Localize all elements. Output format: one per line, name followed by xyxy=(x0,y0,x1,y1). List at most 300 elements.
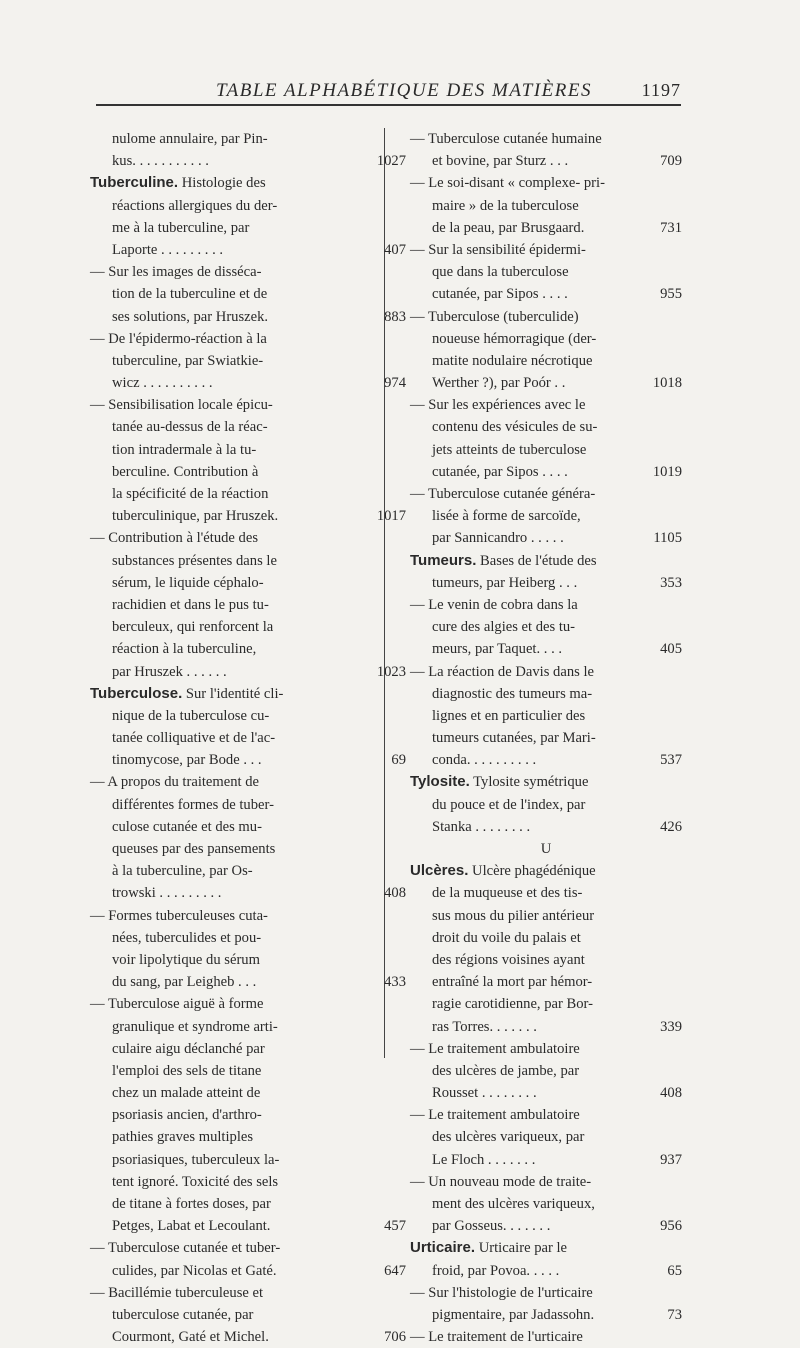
index-line-text xyxy=(90,195,277,217)
index-text: — Tuberculose (tuberculide) xyxy=(410,308,579,325)
index-line-text xyxy=(410,328,596,350)
index-line-text xyxy=(410,1104,580,1126)
index-heading-word: Tylosite. xyxy=(410,773,470,791)
index-line-text xyxy=(90,1082,260,1104)
index-text: à la tuberculine, par Os- xyxy=(112,863,253,880)
index-entry-heading xyxy=(410,860,682,882)
index-line xyxy=(410,372,682,394)
index-line-text xyxy=(410,505,581,527)
index-line-text xyxy=(90,638,256,660)
index-line-text xyxy=(90,217,249,239)
index-line xyxy=(410,416,682,438)
index-text: tent ignoré. Toxicité des sels xyxy=(112,1173,279,1190)
index-line-text xyxy=(90,616,273,638)
index-line-text xyxy=(410,372,565,394)
index-line xyxy=(410,195,682,217)
index-line-text xyxy=(90,283,267,305)
page-reference: 955 xyxy=(660,286,682,303)
index-line xyxy=(90,550,348,572)
index-entry-heading xyxy=(410,1237,682,1259)
index-line xyxy=(90,816,348,838)
index-line xyxy=(90,616,348,638)
index-line-text xyxy=(90,949,260,971)
page-reference: 1019 xyxy=(652,463,682,480)
index-line-text xyxy=(90,971,256,993)
index-line xyxy=(410,328,682,350)
index-text: Werther ?), par Poór . . xyxy=(432,375,566,392)
index-line-text xyxy=(410,1326,583,1348)
index-line xyxy=(410,306,682,328)
index-line xyxy=(410,661,682,683)
index-line xyxy=(90,416,348,438)
index-line xyxy=(90,350,348,372)
index-line xyxy=(90,1060,348,1082)
index-text: sus mous du pilier antérieur xyxy=(432,907,595,924)
page-reference: 956 xyxy=(660,1218,682,1235)
index-line xyxy=(90,860,348,882)
index-text: sérum, le liquide céphalo- xyxy=(112,574,264,591)
index-line-text xyxy=(410,1126,584,1148)
index-line-text xyxy=(410,860,596,882)
index-line xyxy=(410,993,682,1015)
index-line xyxy=(90,1171,348,1193)
index-line-text xyxy=(90,328,267,350)
index-line-text xyxy=(410,1060,579,1082)
index-text: Courmont, Gaté et Michel. xyxy=(112,1329,269,1346)
index-text: du pouce et de l'index, par xyxy=(432,796,586,813)
index-line xyxy=(410,1215,682,1237)
index-text: Histologie des xyxy=(178,175,266,192)
index-text: nées, tuberculides et pou- xyxy=(112,929,262,946)
index-line xyxy=(90,1237,348,1259)
index-text: ras Torres. . . . . . . xyxy=(432,1018,537,1035)
page-reference: 339 xyxy=(660,1018,682,1035)
index-text: tuberculine, par Swiatkie- xyxy=(112,352,264,369)
index-text: — Le soi-disant « complexe- pri- xyxy=(410,175,605,192)
index-heading-word: Tuberculose. xyxy=(90,684,183,702)
index-line-text xyxy=(90,705,269,727)
index-line xyxy=(90,150,406,172)
page-reference: 457 xyxy=(384,1218,406,1235)
index-text: tumeurs, par Heiberg . . . xyxy=(432,574,578,591)
index-line-text xyxy=(90,483,268,505)
page-reference: 407 xyxy=(384,241,406,258)
index-line-text xyxy=(90,1171,278,1193)
index-line-text xyxy=(410,816,530,838)
index-text: maire » de la tuberculose xyxy=(432,197,579,214)
page-reference: 706 xyxy=(384,1329,406,1346)
index-text: — Tuberculose cutanée humaine xyxy=(410,131,602,147)
index-line xyxy=(90,217,348,239)
index-line-text xyxy=(410,1215,550,1237)
index-text: culose cutanée et des mu- xyxy=(112,818,262,835)
index-text: Sur l'identité cli- xyxy=(182,685,284,702)
index-text: psoriasis ancien, d'arthro- xyxy=(112,1107,262,1124)
index-text: contenu des vésicules de su- xyxy=(432,419,598,436)
index-line xyxy=(90,195,348,217)
index-heading-word: Tumeurs. xyxy=(410,551,477,569)
index-line xyxy=(90,705,348,727)
index-line-text xyxy=(410,705,585,727)
index-line xyxy=(90,328,348,350)
index-heading-word: Tuberculine. xyxy=(90,174,179,192)
index-line xyxy=(410,1082,682,1104)
index-line xyxy=(90,505,406,527)
index-line xyxy=(90,971,406,993)
index-line xyxy=(410,572,682,594)
index-line-text xyxy=(90,1326,269,1348)
index-line-text xyxy=(410,239,586,261)
index-line-text xyxy=(90,1282,263,1304)
index-text: par Hruszek . . . . . . xyxy=(112,663,227,680)
index-line xyxy=(410,239,682,261)
index-line xyxy=(410,261,682,283)
index-line-text xyxy=(90,816,262,838)
index-text: tinomycose, par Bode . . . xyxy=(112,752,262,769)
index-line-text xyxy=(410,1237,567,1259)
index-text: de la muqueuse et des tis- xyxy=(432,885,583,902)
index-line xyxy=(410,1260,682,1282)
index-text: — Sensibilisation locale épicu- xyxy=(90,397,273,414)
index-text: tanée au-dessus de la réac- xyxy=(112,419,268,436)
index-line-text xyxy=(410,749,536,771)
index-line xyxy=(90,1104,348,1126)
index-line xyxy=(410,1038,682,1060)
index-line xyxy=(90,993,348,1015)
page-reference: 408 xyxy=(384,885,406,902)
page-reference: 405 xyxy=(660,641,682,658)
index-text: l'emploi des sels de titane xyxy=(112,1062,262,1079)
index-line xyxy=(410,350,682,372)
index-text: différentes formes de tuber- xyxy=(112,796,274,813)
index-line-text xyxy=(410,683,592,705)
page-reference: 537 xyxy=(660,752,682,769)
index-text: — De l'épidermo-réaction à la xyxy=(90,330,267,347)
index-line xyxy=(410,1171,682,1193)
page-reference: 1023 xyxy=(376,663,406,680)
index-text: jets atteints de tuberculose xyxy=(432,441,587,458)
index-line-text xyxy=(90,882,221,904)
index-text: Tylosite symétrique xyxy=(469,774,589,791)
index-line-text xyxy=(90,749,262,771)
index-line xyxy=(410,816,682,838)
index-text: — Contribution à l'étude des xyxy=(90,530,258,547)
index-line-text xyxy=(410,927,581,949)
index-line xyxy=(90,1038,348,1060)
index-line xyxy=(90,1126,348,1148)
index-line xyxy=(90,128,348,150)
index-text: culides, par Nicolas et Gaté. xyxy=(112,1262,277,1279)
index-text: Rousset . . . . . . . . xyxy=(432,1085,537,1102)
index-line-text xyxy=(90,128,268,150)
page-reference: 1017 xyxy=(376,508,406,525)
index-line-text xyxy=(90,993,263,1015)
index-text: par Gosseus. . . . . . . xyxy=(432,1218,551,1235)
index-line-text xyxy=(90,838,275,860)
index-line-text xyxy=(410,461,568,483)
index-text: — Bacillémie tuberculeuse et xyxy=(90,1284,264,1301)
index-line-text xyxy=(90,350,263,372)
index-line xyxy=(410,749,682,771)
index-line xyxy=(90,1016,348,1038)
index-line xyxy=(410,594,682,616)
index-line xyxy=(410,616,682,638)
index-text: Le Floch . . . . . . . xyxy=(432,1151,536,1168)
index-text: la spécificité de la réaction xyxy=(112,486,269,502)
index-line-text xyxy=(90,1016,278,1038)
index-text: — Sur l'histologie de l'urticaire xyxy=(410,1284,593,1301)
index-line-text xyxy=(410,217,584,239)
page-reference: 426 xyxy=(660,818,682,835)
index-text: tion de la tuberculine et de xyxy=(112,286,268,303)
index-line xyxy=(410,128,682,150)
index-text: lignes et en particulier des xyxy=(432,707,586,724)
index-line-text xyxy=(90,860,253,882)
index-line xyxy=(90,1193,348,1215)
index-entry-heading xyxy=(410,771,682,793)
index-line xyxy=(90,1215,406,1237)
index-text: — Tuberculose cutanée et tuber- xyxy=(90,1240,281,1257)
index-line-text xyxy=(90,794,274,816)
page-reference: 731 xyxy=(660,219,682,236)
index-text: substances présentes dans le xyxy=(112,552,277,569)
page-reference: 1105 xyxy=(653,530,682,547)
index-text: Ulcère phagédénique xyxy=(468,863,596,880)
index-line-text xyxy=(410,905,594,927)
index-line-text xyxy=(410,794,585,816)
page-reference: 73 xyxy=(667,1306,682,1323)
index-line xyxy=(90,439,348,461)
index-line xyxy=(410,1016,682,1038)
index-text: de la peau, par Brusgaard. xyxy=(432,219,585,236)
index-line-text xyxy=(90,1104,262,1126)
index-line-text xyxy=(410,172,605,194)
index-line-text xyxy=(90,1260,277,1282)
index-line xyxy=(410,1060,682,1082)
index-line xyxy=(410,527,682,549)
index-line-text xyxy=(90,372,213,394)
index-line-text xyxy=(90,439,256,461)
index-line xyxy=(90,1304,348,1326)
index-line-text xyxy=(90,905,268,927)
index-line xyxy=(410,927,682,949)
index-text: cutanée, par Sipos . . . . xyxy=(432,286,568,303)
index-line-text xyxy=(90,1126,253,1148)
index-line-text xyxy=(410,527,564,549)
index-line-text xyxy=(90,1060,261,1082)
index-line-text xyxy=(90,572,264,594)
index-text: tanée colliquative et de l'ac- xyxy=(112,730,276,747)
index-line xyxy=(90,283,348,305)
index-line-text xyxy=(90,727,275,749)
index-line-text xyxy=(410,1260,559,1282)
index-text: — Tuberculose cutanée généra- xyxy=(410,486,596,502)
index-text: réaction à la tuberculine, xyxy=(112,641,257,658)
index-text: réactions allergiques du der- xyxy=(112,197,278,214)
index-line xyxy=(90,949,348,971)
index-line xyxy=(90,261,348,283)
index-line-text xyxy=(90,1304,253,1326)
index-entry-heading xyxy=(90,172,348,194)
index-line-text xyxy=(410,594,578,616)
index-line-text xyxy=(410,261,569,283)
index-text: que dans la tuberculose xyxy=(432,264,569,281)
index-line-text xyxy=(410,949,585,971)
index-line xyxy=(410,283,682,305)
index-text: — Le traitement ambulatoire xyxy=(410,1040,580,1057)
page-reference: 937 xyxy=(660,1151,682,1168)
index-text: berculine. Contribution à xyxy=(112,463,259,480)
index-text: pigmentaire, par Jadassohn. xyxy=(432,1306,595,1323)
index-line xyxy=(90,394,348,416)
index-line-text xyxy=(410,1304,594,1326)
page-header xyxy=(96,76,681,106)
index-text: Stanka . . . . . . . . xyxy=(432,818,531,835)
index-line-text xyxy=(90,683,283,705)
index-line xyxy=(90,239,406,261)
index-line-text xyxy=(90,150,209,172)
index-text: me à la tuberculine, par xyxy=(112,219,250,236)
index-text: meurs, par Taquet. . . . xyxy=(432,641,563,658)
index-text: des ulcères variqueux, par xyxy=(432,1129,585,1146)
page-reference: 974 xyxy=(384,375,406,392)
index-line-text xyxy=(90,416,268,438)
index-text: tuberculinique, par Hruszek. xyxy=(112,508,279,525)
index-line-text xyxy=(410,727,596,749)
index-line xyxy=(90,727,348,749)
index-text: tion intradermale à la tu- xyxy=(112,441,257,458)
index-text: — Le traitement de l'urticaire xyxy=(410,1329,583,1346)
index-heading-word: Urticaire. xyxy=(410,1239,476,1257)
section-letter-text: U xyxy=(540,841,552,857)
index-line xyxy=(410,483,682,505)
index-line-text xyxy=(90,771,259,793)
index-line-text xyxy=(90,461,258,483)
index-text: — Un nouveau mode de traite- xyxy=(410,1173,592,1190)
index-line-text xyxy=(410,283,568,305)
index-line xyxy=(410,1304,682,1326)
index-line-text xyxy=(90,1038,265,1060)
index-text: kus. . . . . . . . . . . xyxy=(112,153,209,170)
index-text: — Tuberculose aiguë à forme xyxy=(90,996,264,1013)
index-column-left xyxy=(90,128,406,1348)
index-text: voir lipolytique du sérum xyxy=(112,951,260,968)
index-text: Urticaire par le xyxy=(475,1240,568,1257)
index-line xyxy=(410,150,682,172)
index-text: du sang, par Leigheb . . . xyxy=(112,974,257,991)
index-text: ment des ulcères variqueux, xyxy=(432,1196,595,1212)
index-text: chez un malade atteint de xyxy=(112,1085,261,1102)
index-text: — La réaction de Davis dans le xyxy=(410,663,594,680)
index-line-text xyxy=(410,1016,537,1038)
index-line-text xyxy=(90,661,227,683)
index-line xyxy=(90,749,406,771)
index-line-text xyxy=(90,306,268,328)
index-text: — Sur les images de disséca- xyxy=(90,264,262,281)
index-text: par Sannicandro . . . . . xyxy=(432,530,564,547)
page-number: 1197 xyxy=(641,80,681,100)
index-line xyxy=(410,1282,682,1304)
index-line-text xyxy=(410,150,568,172)
page-reference: 65 xyxy=(667,1262,682,1279)
index-line xyxy=(410,638,682,660)
index-line-text xyxy=(90,261,261,283)
index-text: droit du voile du palais et xyxy=(432,929,581,946)
index-line xyxy=(410,727,682,749)
index-line xyxy=(90,527,348,549)
index-line-text xyxy=(90,505,278,527)
index-line xyxy=(410,971,682,993)
index-line-text xyxy=(410,882,582,904)
index-line-text xyxy=(410,616,575,638)
index-text: diagnostic des tumeurs ma- xyxy=(432,685,593,702)
index-text: de titane à fortes doses, par xyxy=(112,1196,271,1212)
page-reference: 69 xyxy=(391,752,406,769)
index-text: Laporte . . . . . . . . . xyxy=(112,241,224,258)
index-line-text xyxy=(410,350,592,372)
index-text: — Sur la sensibilité épidermi- xyxy=(410,241,586,258)
page-reference: 709 xyxy=(660,153,682,170)
index-text: — A propos du traitement de xyxy=(90,774,260,791)
index-line-text xyxy=(410,1193,595,1215)
index-line-text xyxy=(90,550,277,572)
index-line-text xyxy=(410,439,586,461)
index-line-text xyxy=(90,1193,271,1215)
index-line xyxy=(90,927,348,949)
index-line xyxy=(410,905,682,927)
index-line xyxy=(410,505,682,527)
index-line-text xyxy=(410,771,588,793)
index-text: Bases de l'étude des xyxy=(476,552,597,569)
index-heading-word: Ulcères. xyxy=(410,862,469,880)
index-line xyxy=(410,439,682,461)
page-reference: 1027 xyxy=(376,153,406,170)
index-text: matite nodulaire nécrotique xyxy=(432,352,593,369)
index-line xyxy=(410,1326,682,1348)
index-text: lisée à forme de sarcoïde, xyxy=(432,508,581,525)
index-line xyxy=(410,794,682,816)
index-line xyxy=(90,905,348,927)
index-line-text xyxy=(90,927,261,949)
index-line xyxy=(90,638,348,660)
index-line xyxy=(410,882,682,904)
index-line xyxy=(90,661,406,683)
index-line xyxy=(410,1126,682,1148)
index-line-text xyxy=(410,993,593,1015)
index-line-text xyxy=(410,572,577,594)
index-line xyxy=(90,461,348,483)
index-entry-heading xyxy=(90,683,348,705)
index-line xyxy=(90,882,406,904)
index-text: pathies graves multiples xyxy=(112,1129,254,1146)
index-column-right xyxy=(410,128,682,1348)
page-reference: 353 xyxy=(660,574,682,591)
index-line xyxy=(410,461,682,483)
index-line-text xyxy=(410,1171,591,1193)
index-text: des régions voisines ayant xyxy=(432,951,585,968)
index-text: nique de la tuberculose cu- xyxy=(112,707,270,724)
index-text: trowski . . . . . . . . . xyxy=(112,885,222,902)
index-line-text xyxy=(410,1082,537,1104)
index-line-text xyxy=(90,1215,270,1237)
index-text: wicz . . . . . . . . . . xyxy=(112,375,213,392)
index-line xyxy=(90,372,406,394)
index-line xyxy=(90,838,348,860)
page-reference: 1018 xyxy=(652,375,682,392)
index-text: — Le venin de cobra dans la xyxy=(410,596,578,613)
index-text: cutanée, par Sipos . . . . xyxy=(432,463,568,480)
header-rule xyxy=(96,104,681,106)
